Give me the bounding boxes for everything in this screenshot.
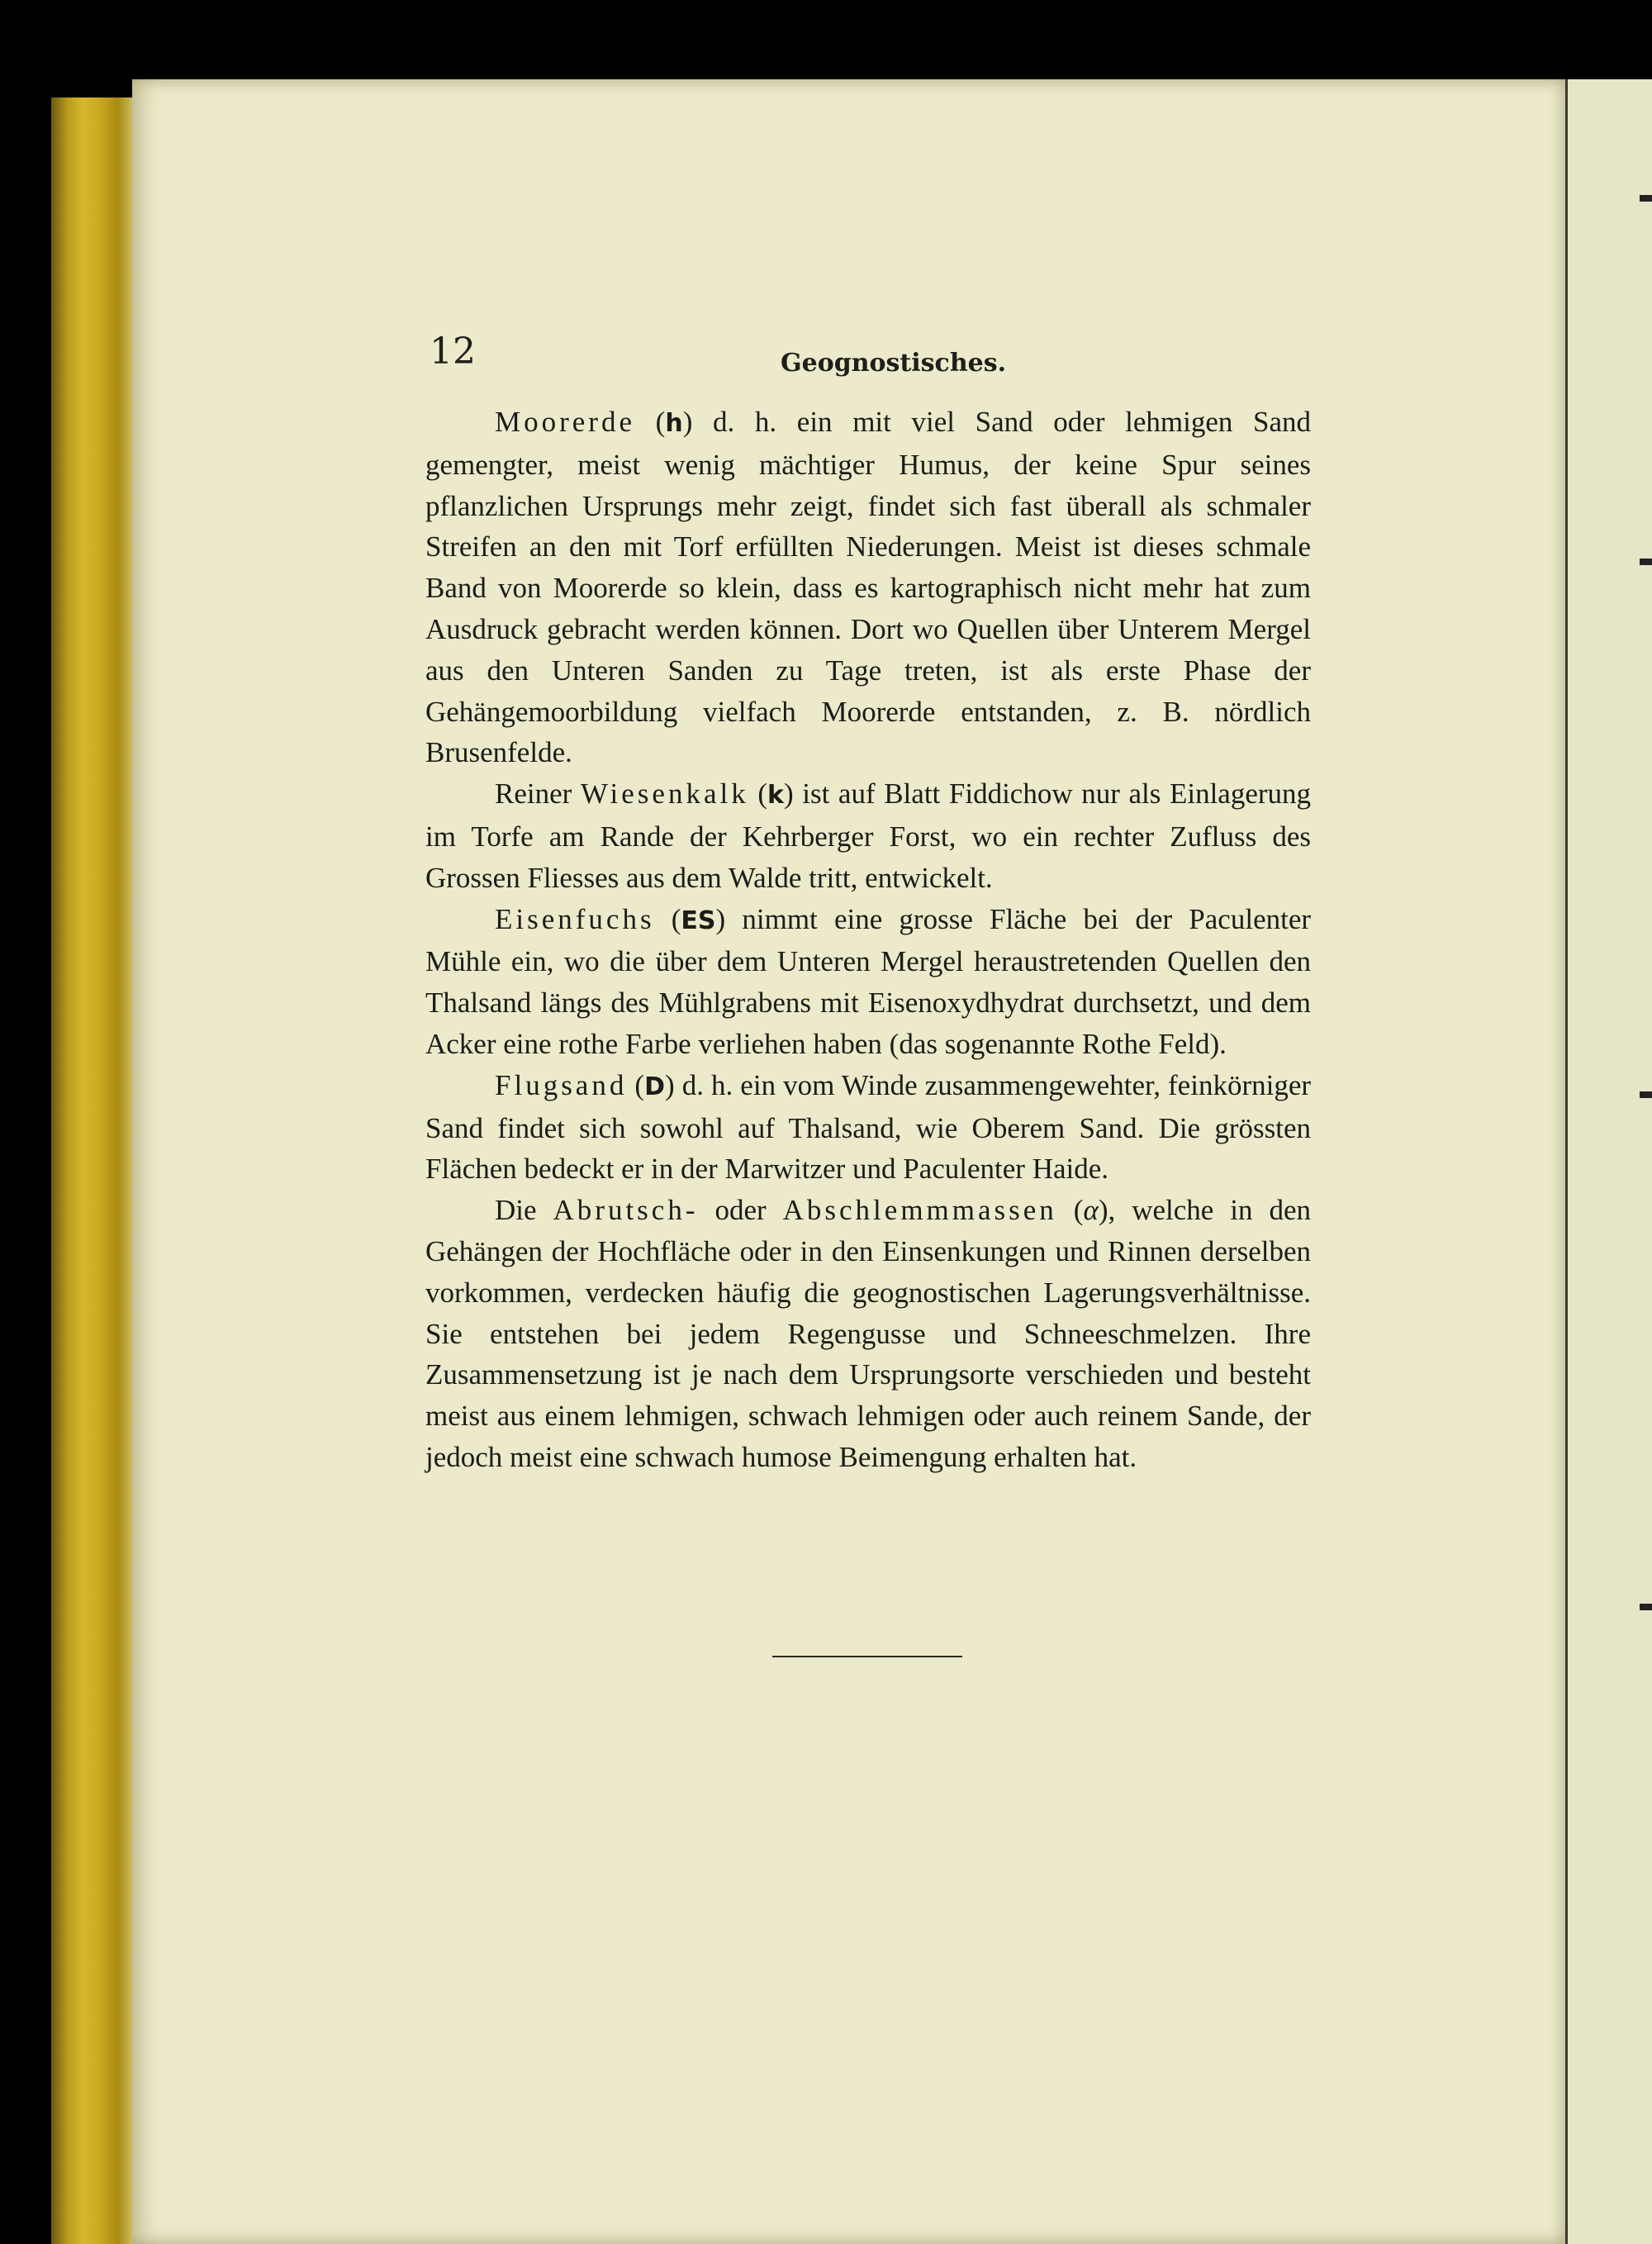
page-edges xyxy=(51,97,140,2244)
running-head xyxy=(430,330,1421,380)
paragraph-wiesenkalk: Reiner Wiesenkalk (k) ist auf Blatt Fiddichow nur als Einlagerung im Torfe am Rande der Kehrberger Forst, wo ein rechter Zufluss des Grossen Fliesses aus dem Walde tritt, entwickelt. xyxy=(425,777,1312,894)
paragraph-flugsand: Flugsand (D) d. h. ein vom Winde zusammengewehter, feinkörniger Sand findet sich sowohl auf Thalsand, wie Oberem Sand. Die grössten Flächen bedeckt er in der Marwitzer und Paculenter Haide. xyxy=(425,1068,1312,1186)
facing-page-edge xyxy=(1565,79,1652,2244)
term: Moorerde xyxy=(495,406,636,438)
edge-mark xyxy=(1640,195,1652,202)
term: Abschlemmmassen xyxy=(782,1194,1057,1227)
paragraph-text: d. h. ein vom Winde zusammengewehter, feinkörniger Sand findet sich sowohl auf Thalsand, wie Oberem Sand. Die grössten Flächen bedeckt er in der Marwitzer und Paculenter Haide. xyxy=(425,1068,1312,1186)
body-text xyxy=(425,402,1311,1478)
edge-mark xyxy=(1640,1091,1652,1098)
term: Eisenfuchs xyxy=(495,902,655,935)
term: Flugsand xyxy=(495,1068,628,1101)
paragraph-moorerde: Moorerde (h) d. h. ein mit viel Sand oder lehmigen Sand gemengter, meist wenig mächtiger Humus, der keine Spur seines pflanzlichen Ursprungs mehr zeigt, findet sich fast überall als schmaler Streifen an den mit Torf erfüllten Niederungen. Meist ist dieses schmale Band von Moorerde so klein, dass es kartographisch nicht mehr hat zum Ausdruck gebracht werden können. Dort wo Quellen über Unterem Mergel aus den Unteren Sanden zu Tage treten, ist als erste Phase der Gehängemoorbildung vielfach Moorerde entstanden, z. B. nördlich Brusenfelde. xyxy=(425,406,1312,769)
edge-mark xyxy=(1640,559,1652,565)
paragraph-abrutschmassen: Die Abrutsch- oder Abschlemmmassen (α), welche in den Gehängen der Hochfläche oder in den Einsenkungen und Rinnen derselben vorkommen, verdecken häufig die geognostischen Lagerungsverhältnisse. Sie entstehen bei jedem Regengusse und Schneeschmelzen. Ihre Zusammensetzung ist je nach dem Ursprungsorte verschieden und besteht meist aus einem lehmigen, schwach lehmigen oder auch reinem Sande, der jedoch meist eine schwach humose Beimengung erhalten hat. xyxy=(425,1194,1311,1473)
map-symbol: h xyxy=(665,409,683,438)
paragraph-text: nimmt eine grosse Fläche bei der Paculenter Mühle ein, wo die über dem Unteren Mergel heraustretenden Quellen den Thalsand längs des Mühlgrabens mit Eisenoxydhydrat durchsetzt, und dem Acker eine rothe Farbe verliehen haben (das sogenannte Rothe Feld). xyxy=(425,902,1312,1060)
section-end-rule xyxy=(772,1656,962,1657)
page-title: Geognostisches. xyxy=(781,349,1007,378)
term: Abrutsch- xyxy=(553,1194,699,1227)
edge-mark xyxy=(1640,1604,1652,1610)
paragraph-text: ist auf Blatt Fiddichow nur als Einlagerung im Torfe am Rande der Kehrberger Forst, wo ein rechter Zufluss des Grossen Fliesses aus dem Walde tritt, entwickelt. xyxy=(425,777,1312,894)
paragraph-eisenfuchs: Eisenfuchs (ES) nimmt eine grosse Fläche bei der Paculenter Mühle ein, wo die über dem Unteren Mergel heraustretenden Quellen den Thalsand längs des Mühlgrabens mit Eisenoxydhydrat durchsetzt, und dem Acker eine rothe Farbe verliehen haben (das sogenannte Rothe Feld). xyxy=(425,902,1312,1060)
map-symbol: ES xyxy=(681,906,716,935)
term: Wiesenkalk xyxy=(580,777,749,811)
paragraph-text: welche in den Gehängen der Hochfläche oder in den Einsenkungen und Rinnen derselben vorkommen, verdecken häufig die geognostischen Lagerungsverhältnisse. Sie entstehen bei jedem Regengusse und Schneeschmelzen. Ihre Zusammensetzung ist je nach dem Ursprungsorte verschieden und besteht meist aus einem lehmigen, schwach lehmigen oder auch reinem Sande, der jedoch meist eine schwach humose Beimengung erhalten hat. xyxy=(425,1194,1311,1473)
page-number: 12 xyxy=(430,330,476,373)
map-symbol: D xyxy=(644,1072,665,1101)
map-symbol: k xyxy=(767,781,784,811)
paragraph-text: d. h. ein mit viel Sand oder lehmigen Sand gemengter, meist wenig mächtiger Humus, der keine Spur seines pflanzlichen Ursprungs mehr zeigt, findet sich fast überall als schmaler Streifen an den mit Torf erfüllten Niederungen. Meist ist dieses schmale Band von Moorerde so klein, dass es kartographisch nicht mehr hat zum Ausdruck gebracht werden können. Dort wo Quellen über Unterem Mergel aus den Unteren Sanden zu Tage treten, ist als erste Phase der Gehängemoorbildung vielfach Moorerde entstanden, z. B. nördlich Brusenfelde. xyxy=(425,406,1312,769)
map-symbol: α xyxy=(1083,1194,1099,1227)
